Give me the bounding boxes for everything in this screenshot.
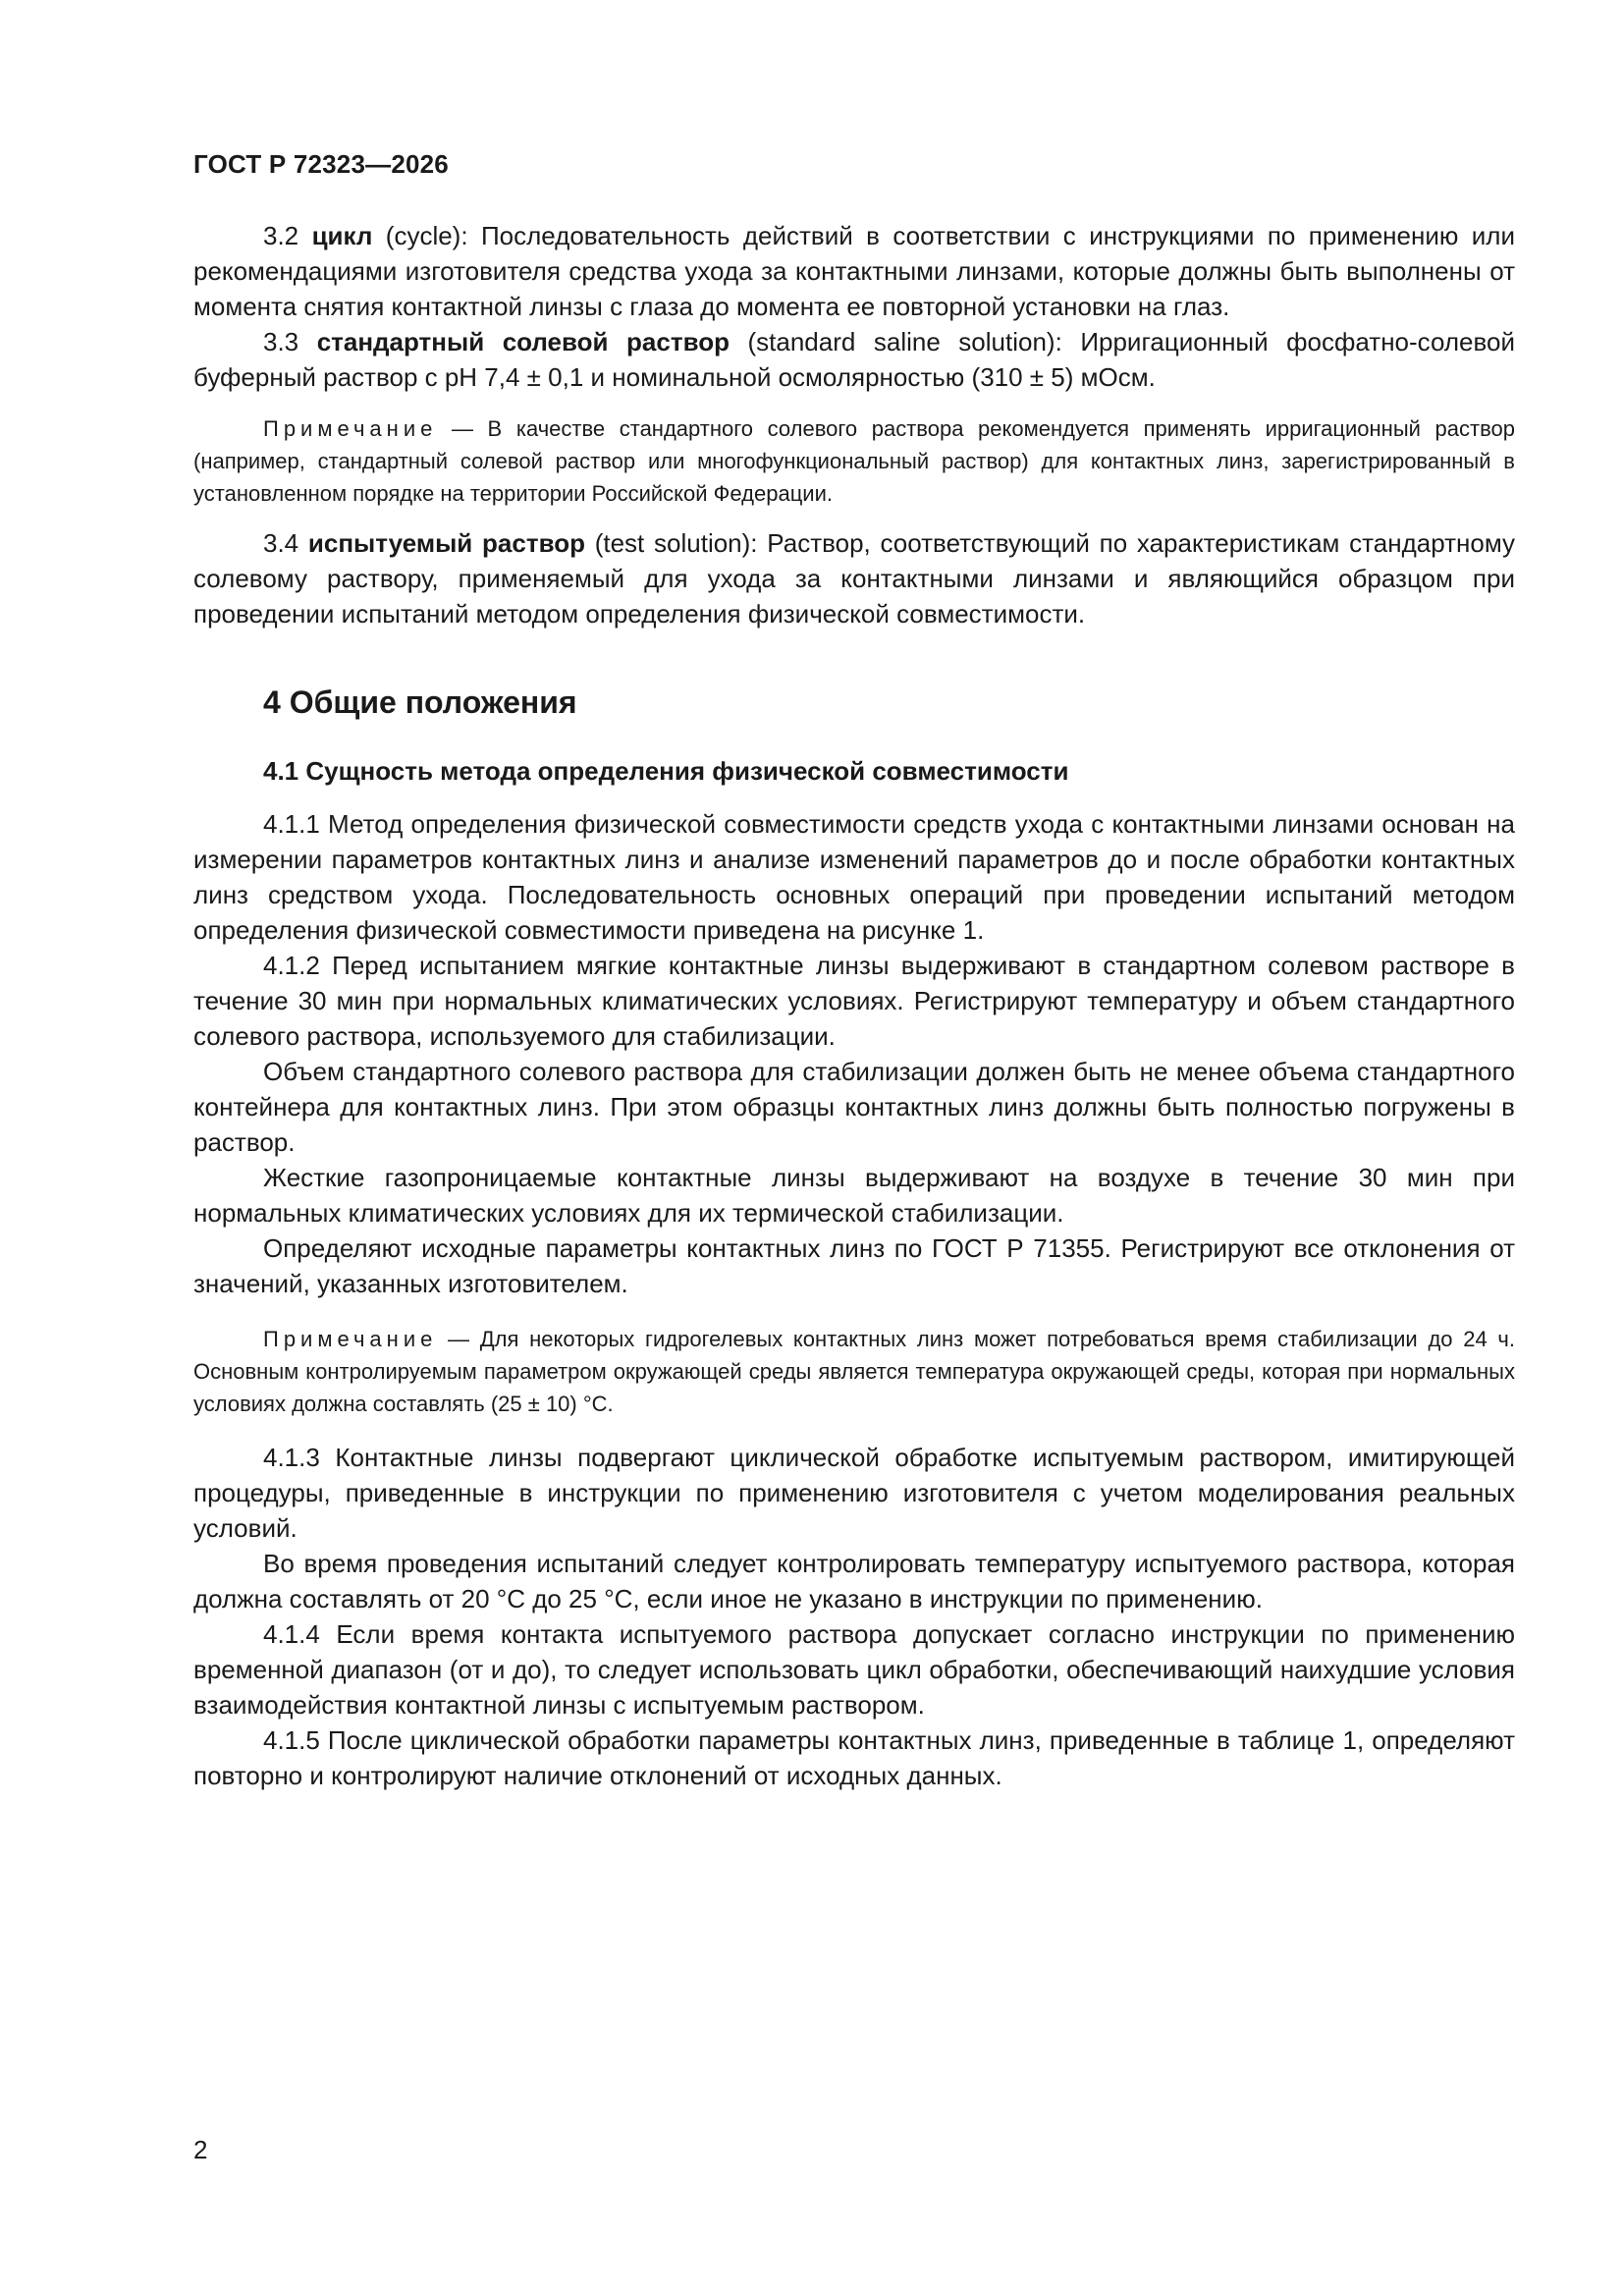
term-3-3 — [193, 324, 1515, 395]
term-english: (cycle): — [372, 221, 481, 250]
paragraph-4-1-5: 4.1.5 После циклической обработки параметры контактных линз, приведенные в таблице 1, определяют повторно и контролируют наличие отклонений от исходных данных. — [193, 1725, 1515, 1790]
note-body: — В качестве стандартного солевого раствора рекомендуется применять ирригационный раствор (например, стандартный солевой раствор или многофункциональный раствор) для контактных линз, зарегистрированный в установленном порядке на территории Российской Федерации. — [193, 416, 1515, 506]
section-4-title: 4 Общие положения — [263, 684, 577, 720]
page-number: 2 — [193, 2135, 208, 2164]
note-1 — [193, 412, 1515, 510]
term-definition: Ирригационный фосфатно-солевой буферный раствор с рН 7,4 ± 0,1 и номинальной осмолярностью (310 ± 5) мОсм. — [193, 327, 1515, 392]
term-english: (standard saline solution): — [729, 327, 1081, 356]
term-3-2 — [193, 218, 1515, 324]
document-header: ГОСТ Р 72323—2026 — [193, 149, 449, 179]
term-number: 3.3 — [263, 327, 299, 356]
paragraph-4-1-2: 4.1.2 Перед испытанием мягкие контактные линзы выдерживают в стандартном солевом растворе в течение 30 мин при нормальных климатических условиях. Регистрируют температуру и объем стандартного солевого раствора, используемого для стабилизации. — [193, 951, 1515, 1051]
term-number: 3.4 — [263, 528, 299, 558]
term-3-4 — [193, 525, 1515, 631]
term-name: стандартный солевой раствор — [316, 327, 730, 356]
paragraph-4-1-3: 4.1.3 Контактные линзы подвергают циклической обработке испытуемым раствором, имитирующей процедуры, приведенные в инструкции по применению изготовителя с учетом моделирования реальных условий. — [193, 1443, 1515, 1543]
term-name: цикл — [311, 221, 373, 250]
paragraph-4-1-2-params: Определяют исходные параметры контактных линз по ГОСТ Р 71355. Регистрируют все отклонения от значений, указанных изготовителем. — [193, 1233, 1515, 1298]
term-definition: Раствор, соответствующий по характеристикам стандартному солевому раствору, применяемый для ухода за контактными линзами и являющийся образцом при проведении испытаний методом определения физической совместимости. — [193, 528, 1516, 629]
paragraph-4-1-1: 4.1.1 Метод определения физической совместимости средств ухода с контактными линзами основан на измерении параметров контактных линз и анализе изменений параметров до и после обработки контактных линз средством ухода. Последовательность основных операций при проведении испытаний методом определения физической совместимости приведена на рисунке 1. — [193, 809, 1515, 945]
term-name: испытуемый раствор — [307, 528, 585, 558]
note-label: Примечание — [263, 1327, 438, 1351]
note-text — [193, 412, 1515, 510]
term-english: (test solution): — [584, 528, 768, 558]
paragraph-4-1-2-rigid: Жесткие газопроницаемые контактные линзы выдерживают на воздухе в течение 30 мин при нормальных климатических условиях для их термической стабилизации. — [193, 1163, 1515, 1228]
note-body: — Для некоторых гидрогелевых контактных линз может потребоваться время стабилизации до 24 ч. Основным контролируемым параметром окружающей среды является температура окружающей среды, которая при нормальных условиях должна составлять (25 ± 10) °С. — [193, 1327, 1515, 1416]
note-text — [193, 1323, 1515, 1420]
term-definition: Последовательность действий в соответствии с инструкциями по применению или рекомендациями изготовителя средства ухода за контактными линзами, которые должны быть выполнены от момента снятия контактной линзы с глаза до момента ее повторной установки на глаз. — [193, 221, 1515, 321]
document-body — [193, 218, 1515, 1793]
note-label: Примечание — [263, 416, 438, 441]
paragraph-4-1-3-temperature: Во время проведения испытаний следует контролировать температуру испытуемого раствора, которая должна составлять от 20 °С до 25 °С, если иное не указано в инструкции по применению. — [193, 1549, 1515, 1613]
paragraph-4-1-4: 4.1.4 Если время контакта испытуемого раствора допускает согласно инструкции по применению временной диапазон (от и до), то следует использовать цикл обработки, обеспечивающий наихудшие условия взаимодействия контактной линзы с испытуемым раствором. — [193, 1619, 1515, 1720]
subsection-4-1-title: 4.1 Сущность метода определения физической совместимости — [263, 756, 1069, 786]
term-number: 3.2 — [263, 221, 299, 250]
paragraph-4-1-2-volume: Объем стандартного солевого раствора для стабилизации должен быть не менее объема стандартного контейнера для контактных линз. При этом образцы контактных линз должны быть полностью погружены в раствор. — [193, 1057, 1515, 1157]
note-2 — [193, 1323, 1515, 1420]
